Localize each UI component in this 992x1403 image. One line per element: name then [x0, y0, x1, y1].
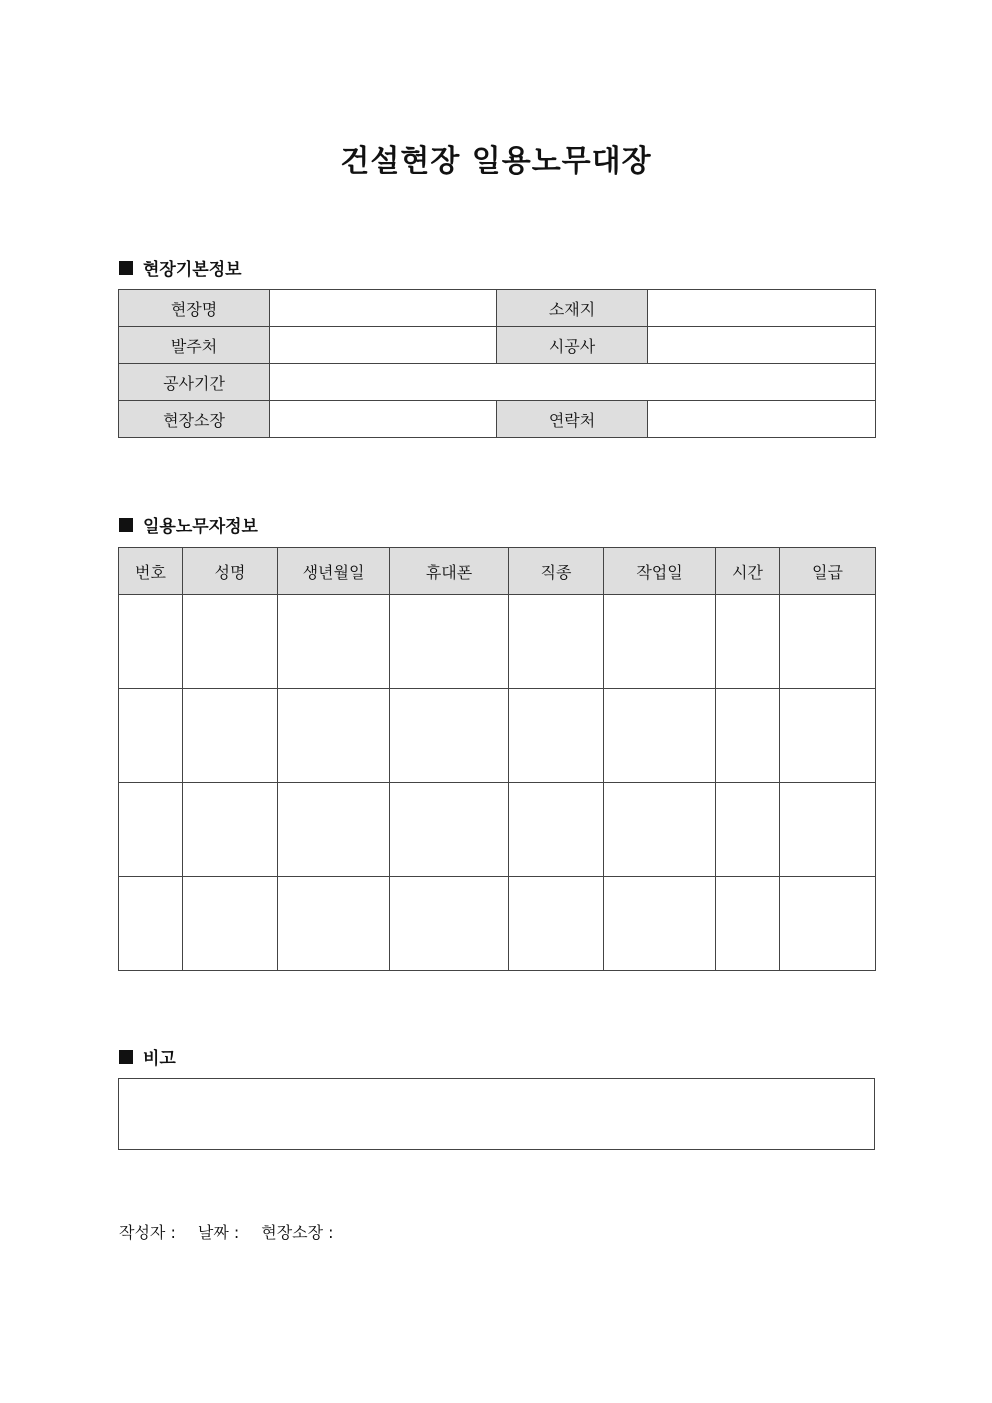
table-cell[interactable]: [278, 595, 390, 689]
table-cell[interactable]: [780, 783, 876, 877]
table-header-row: [119, 548, 876, 595]
remarks-heading: [119, 1044, 176, 1069]
contact-field[interactable]: [648, 401, 876, 438]
column-header-daily-wage: 일급: [780, 548, 876, 595]
table-cell[interactable]: [390, 689, 509, 783]
table-cell[interactable]: [278, 877, 390, 971]
table-cell[interactable]: [509, 877, 604, 971]
workers-heading-text: 일용노무자정보: [143, 517, 258, 537]
table-cell[interactable]: [509, 783, 604, 877]
contractor-label: 시공사: [497, 327, 648, 364]
table-row: [119, 783, 876, 877]
column-header-birthdate: 생년월일: [278, 548, 390, 595]
date-label: 날짜 :: [197, 1223, 240, 1242]
site-info-table: [118, 289, 876, 438]
table-cell[interactable]: [509, 595, 604, 689]
column-header-work-date: 작업일: [604, 548, 716, 595]
table-cell[interactable]: [716, 595, 780, 689]
workers-table: [118, 547, 876, 971]
site-name-field[interactable]: [270, 290, 497, 327]
table-row: [119, 364, 876, 401]
table-cell[interactable]: [183, 783, 278, 877]
contact-label: 연락처: [497, 401, 648, 438]
table-cell[interactable]: [604, 689, 716, 783]
table-cell[interactable]: [119, 595, 183, 689]
table-cell[interactable]: [604, 783, 716, 877]
table-cell[interactable]: [509, 689, 604, 783]
period-label: 공사기간: [119, 364, 270, 401]
square-bullet-icon: [119, 518, 133, 532]
period-field[interactable]: [270, 364, 876, 401]
location-field[interactable]: [648, 290, 876, 327]
workers-heading: [119, 512, 258, 537]
site-name-label: 현장명: [119, 290, 270, 327]
table-cell[interactable]: [780, 595, 876, 689]
table-row: [119, 595, 876, 689]
client-label: 발주처: [119, 327, 270, 364]
column-header-number: 번호: [119, 548, 183, 595]
table-cell[interactable]: [183, 877, 278, 971]
table-cell[interactable]: [716, 689, 780, 783]
table-row: [119, 401, 876, 438]
table-cell[interactable]: [390, 595, 509, 689]
table-cell[interactable]: [183, 595, 278, 689]
column-header-phone: 휴대폰: [390, 548, 509, 595]
table-cell[interactable]: [780, 877, 876, 971]
table-cell[interactable]: [716, 877, 780, 971]
remarks-heading-text: 비고: [143, 1049, 176, 1069]
location-label: 소재지: [497, 290, 648, 327]
table-cell[interactable]: [119, 877, 183, 971]
signature-footer: [119, 1220, 334, 1243]
table-row: [119, 877, 876, 971]
table-cell[interactable]: [278, 783, 390, 877]
manager-label: 현장소장: [119, 401, 270, 438]
table-cell[interactable]: [604, 595, 716, 689]
column-header-name: 성명: [183, 548, 278, 595]
contractor-field[interactable]: [648, 327, 876, 364]
manager-field[interactable]: [270, 401, 497, 438]
table-cell[interactable]: [183, 689, 278, 783]
table-cell[interactable]: [390, 783, 509, 877]
client-field[interactable]: [270, 327, 497, 364]
site-info-heading: [119, 255, 242, 280]
site-manager-label: 현장소장 :: [261, 1223, 334, 1242]
table-row: [119, 327, 876, 364]
site-info-heading-text: 현장기본정보: [143, 260, 242, 280]
square-bullet-icon: [119, 1050, 133, 1064]
remarks-field[interactable]: [118, 1078, 875, 1150]
table-row: [119, 290, 876, 327]
document-title: 건설현장 일용노무대장: [340, 144, 652, 179]
table-row: [119, 689, 876, 783]
table-cell[interactable]: [119, 783, 183, 877]
column-header-hours: 시간: [716, 548, 780, 595]
square-bullet-icon: [119, 261, 133, 275]
writer-label: 작성자 :: [119, 1223, 176, 1242]
table-cell[interactable]: [780, 689, 876, 783]
table-cell[interactable]: [716, 783, 780, 877]
table-cell[interactable]: [119, 689, 183, 783]
table-cell[interactable]: [278, 689, 390, 783]
column-header-job-type: 직종: [509, 548, 604, 595]
table-cell[interactable]: [604, 877, 716, 971]
table-cell[interactable]: [390, 877, 509, 971]
